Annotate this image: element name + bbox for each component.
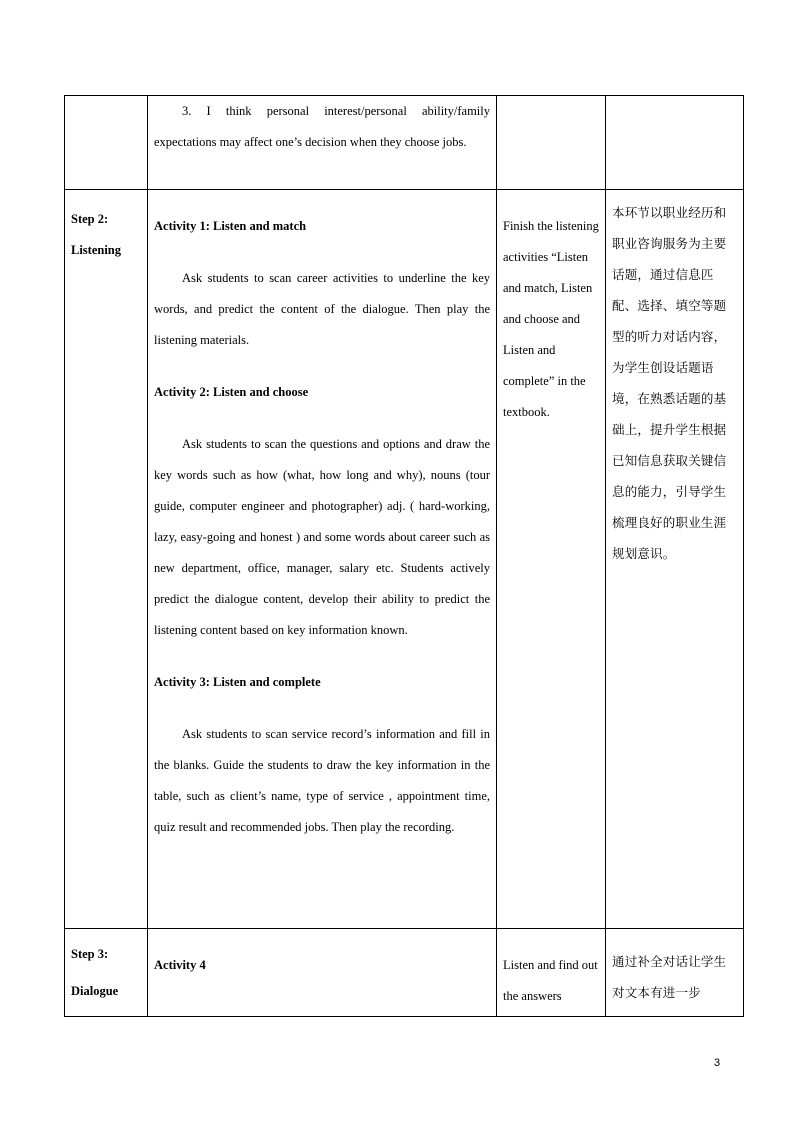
page-number: 3 (714, 1057, 721, 1069)
content-cell (148, 929, 497, 1017)
activity-3-text: Ask students to scan service record’s information and fill in the blanks. Guide the students to draw the key information in the table, such as client’s name, type of service , appointment time, quiz result and recommended jobs. Then play the recording. (154, 727, 490, 834)
lesson-plan-table (64, 95, 744, 1017)
activity-2-text: Ask students to scan the questions and options and draw the key words such as how (what, how long and why), nouns (tour guide, computer engineer and photographer) adj. ( hard-working, lazy, easy-going and honest ) and some words about career such as new department, office, manager, salary etc. Students actively predict the dialogue content, develop their ability to predict the listening content based on key information known. (154, 437, 490, 637)
step-cell (65, 190, 148, 929)
student-activity-text: Listen and find out the answers (503, 958, 598, 1003)
table-row-step-3 (65, 929, 744, 1017)
step-name: Listening (71, 243, 122, 257)
student-activity-cell (497, 929, 606, 1017)
student-activity-cell (497, 96, 606, 190)
table-row-warmup-continued (65, 96, 744, 190)
step-cell (65, 96, 148, 190)
step-label: Step 2: (71, 212, 109, 226)
design-intent-text: 通过补全对话让学生对文本有进一步 (612, 954, 727, 1000)
step-label: Step 3: (71, 947, 109, 961)
step-cell (65, 929, 148, 1017)
design-intent-text: 本环节以职业经历和职业咨询服务为主要话题，通过信息匹配、选择、填空等题型的听力对话内容，为学生创设话题语境，在熟悉话题的基础上，提升学生根据已知信息获取关键信息的能力，引导学生梳理良好的职业生涯规划意识。 (612, 205, 727, 561)
activity-3-title: Activity 3: Listen and complete (154, 675, 321, 689)
content-cell (148, 190, 497, 929)
student-activity-cell (497, 190, 606, 929)
activity-1-title: Activity 1: Listen and match (154, 219, 307, 233)
content-cell (148, 96, 497, 190)
activity-2-title: Activity 2: Listen and choose (154, 385, 309, 399)
design-intent-cell (606, 929, 744, 1017)
activity-4-title: Activity 4 (154, 958, 206, 972)
design-intent-cell (606, 190, 744, 929)
design-intent-cell (606, 96, 744, 190)
item-3-text: 3. I think personal interest/personal ability/family expectations may affect one’s decision when they choose jobs. (154, 104, 490, 149)
activity-1-text: Ask students to scan career activities to underline the key words, and predict the content of the dialogue. Then play the listening materials. (154, 271, 490, 347)
student-activity-text: Finish the listening activities “Listen and match, Listen and choose and Listen and complete” in the textbook. (503, 219, 599, 419)
table-row-step-2 (65, 190, 744, 929)
step-name: Dialogue (71, 984, 119, 998)
